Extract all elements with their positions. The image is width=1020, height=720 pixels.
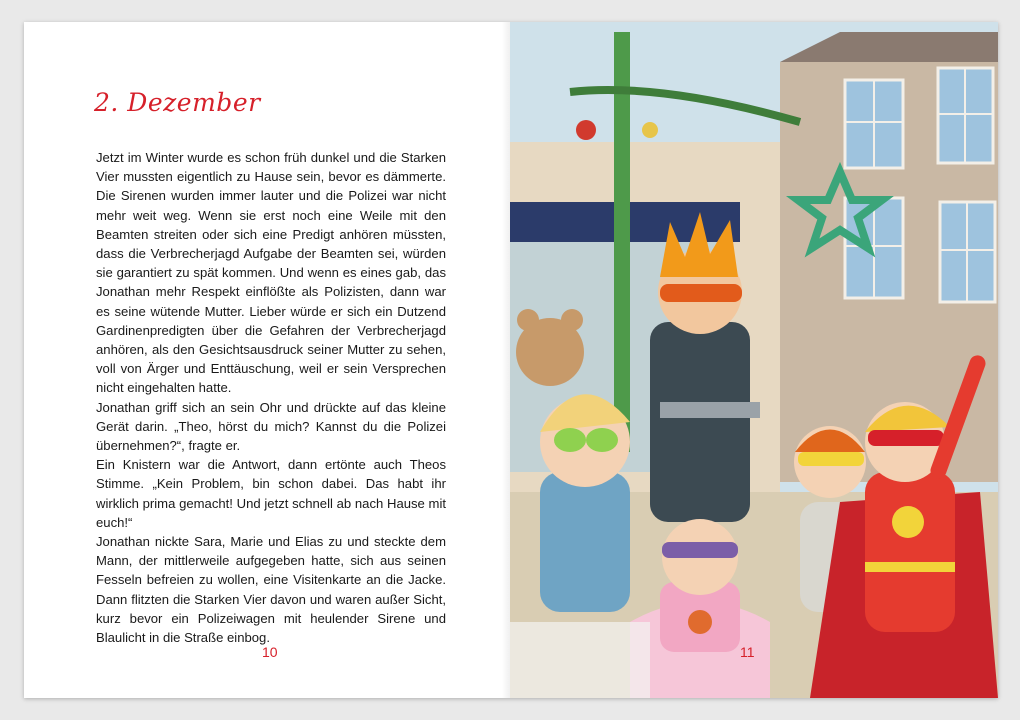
page-number-right: 11 — [740, 644, 755, 660]
book-spread — [24, 22, 998, 698]
chapter-title: 2. Dezember — [94, 88, 261, 117]
paragraph-1: Jetzt im Winter wurde es schon früh dunkel und die Starken Vier mussten eigentlich zu Hause sein, bevor es dämmerte. Die Sirenen wurden immer lauter und die Polizei war nicht mehr weit weg. Wenn sie erst noch eine Weile mit den Beamten streiten oder sich eine Predigt anhören müssten, dass die Verbrecherjagd Aufgabe der Beamten sei, würden sie garantiert zu spät kommen. Und wenn es eines gab, das Jonathan mehr Respekt einflößte als Polizisten, dann war es seine wütende Mutter. Lieber würde er sich ein Dutzend Gardinenpredigten über die Gefahren der Verbrecherjagd anhören, als den Gesichtsausdruck seiner Mutter zu sehen, voll von Ärger und Enttäuschung, weil er sein Versprechen nicht eingehalten hatte. — [96, 150, 446, 396]
paragraph-2: Jonathan griff sich an sein Ohr und drückte auf das kleine Gerät darin. „Theo, hörst du mich? Kannst du die Polizei übernehmen?“, fragte er. — [96, 399, 446, 454]
illustration — [510, 22, 998, 698]
body-text — [96, 148, 446, 647]
paragraph-4: Jonathan nickte Sara, Marie und Elias zu und steckte dem Mann, der mittlerweile aufgegeben hatte, sich aus seinen Fesseln befreien zu wollen, eine Visitenkarte an die Jacke. Dann flitzten die Starken Vier davon und waren außer Sicht, kurz bevor ein Polizeiwagen mit heulender Sirene und Blaulicht in die Straße einbog. — [96, 534, 446, 646]
lamp-post — [614, 32, 630, 452]
illustration-scene — [510, 22, 998, 698]
paragraph-3: Ein Knistern war die Antwort, dann ertönte auch Theos Stimme. „Kein Problem, bin schon dabei. Das habt ihr wirklich prima gemacht! Und jetzt schnell ab nach Hause mit euch!“ — [96, 457, 446, 530]
left-page — [24, 22, 510, 698]
page-number-left: 10 — [262, 644, 278, 660]
girl-left — [540, 394, 630, 612]
